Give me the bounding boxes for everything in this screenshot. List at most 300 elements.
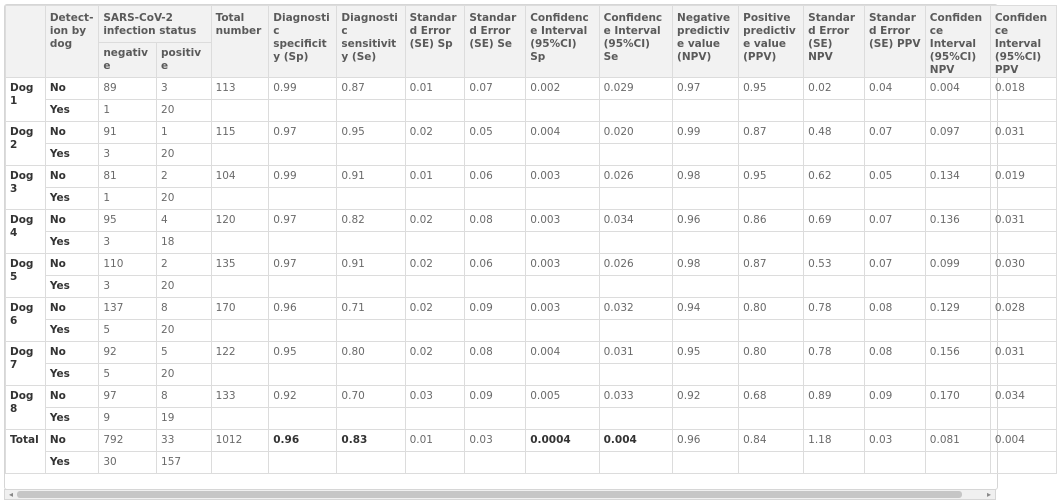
cell-ci-se: 0.033	[599, 386, 672, 408]
cell-sp: 0.96	[269, 430, 337, 452]
positive-count: 20	[157, 100, 212, 122]
detection-label: Yes	[45, 364, 98, 386]
scroll-right-icon[interactable]: ▸	[986, 490, 991, 499]
empty-cell	[269, 144, 337, 166]
empty-cell	[864, 188, 925, 210]
cell-se: 0.83	[337, 430, 405, 452]
cell-ci-sp: 0.003	[526, 254, 599, 276]
header-ci-sp: Confidence Interval (95%CI) Sp	[526, 6, 599, 78]
empty-cell	[990, 188, 1056, 210]
positive-count: 18	[157, 232, 212, 254]
cell-npv: 0.94	[673, 298, 739, 320]
cell-ci-sp: 0.002	[526, 78, 599, 100]
empty-cell	[864, 144, 925, 166]
positive-count: 8	[157, 386, 212, 408]
table-row	[6, 452, 1057, 474]
empty-cell	[465, 408, 526, 430]
cell-se-ppv: 0.04	[864, 78, 925, 100]
empty-cell	[804, 100, 865, 122]
cell-ppv: 0.87	[739, 254, 804, 276]
cell-ci-sp: 0.003	[526, 298, 599, 320]
cell-se-ppv: 0.09	[864, 386, 925, 408]
header-positive: positive	[157, 43, 212, 78]
empty-cell	[739, 276, 804, 298]
positive-count: 4	[157, 210, 212, 232]
empty-cell	[269, 452, 337, 474]
empty-cell	[526, 364, 599, 386]
table-row	[6, 78, 1057, 100]
empty-cell	[405, 276, 465, 298]
empty-cell	[673, 144, 739, 166]
cell-ci-sp: 0.0004	[526, 430, 599, 452]
cell-sp: 0.99	[269, 166, 337, 188]
row-group-label: Total	[6, 430, 46, 474]
empty-cell	[599, 320, 672, 342]
cell-ci-se: 0.034	[599, 210, 672, 232]
empty-cell	[269, 408, 337, 430]
positive-count: 8	[157, 298, 212, 320]
cell-se-se: 0.03	[465, 430, 526, 452]
table-row	[6, 254, 1057, 276]
positive-count: 20	[157, 276, 212, 298]
empty-cell	[925, 320, 990, 342]
cell-ci-ppv: 0.031	[990, 122, 1056, 144]
empty-cell	[739, 100, 804, 122]
empty-cell	[337, 188, 405, 210]
positive-count: 33	[157, 430, 212, 452]
cell-se-sp: 0.02	[405, 254, 465, 276]
empty-cell	[211, 408, 269, 430]
cell-se-npv: 0.78	[804, 342, 865, 364]
empty-cell	[864, 232, 925, 254]
empty-cell	[599, 232, 672, 254]
table-row	[6, 276, 1057, 298]
empty-cell	[211, 144, 269, 166]
empty-cell	[864, 320, 925, 342]
cell-se-npv: 0.53	[804, 254, 865, 276]
detection-label: No	[45, 78, 98, 100]
cell-ci-npv: 0.099	[925, 254, 990, 276]
header-se-se: Standard Error (SE) Se	[465, 6, 526, 78]
cell-ci-npv: 0.097	[925, 122, 990, 144]
cell-se-se: 0.06	[465, 166, 526, 188]
detection-label: Yes	[45, 188, 98, 210]
cell-npv: 0.95	[673, 342, 739, 364]
cell-se: 0.80	[337, 342, 405, 364]
cell-ci-ppv: 0.031	[990, 210, 1056, 232]
empty-cell	[465, 320, 526, 342]
table-row	[6, 430, 1057, 452]
detection-label: Yes	[45, 452, 98, 474]
cell-ci-npv: 0.136	[925, 210, 990, 232]
positive-count: 20	[157, 188, 212, 210]
header-se-sp: Standard Error (SE) Sp	[405, 6, 465, 78]
cell-se-npv: 0.62	[804, 166, 865, 188]
cell-ci-sp: 0.003	[526, 166, 599, 188]
table-body	[6, 78, 1057, 474]
cell-se-se: 0.08	[465, 342, 526, 364]
negative-count: 30	[99, 452, 157, 474]
table-row	[6, 364, 1057, 386]
empty-cell	[337, 100, 405, 122]
empty-cell	[990, 276, 1056, 298]
empty-cell	[337, 144, 405, 166]
row-group-label: Dog 3	[6, 166, 46, 210]
header-negative: negative	[99, 43, 157, 78]
cell-se-se: 0.09	[465, 298, 526, 320]
empty-cell	[804, 452, 865, 474]
cell-se-sp: 0.01	[405, 430, 465, 452]
empty-cell	[599, 364, 672, 386]
empty-cell	[405, 364, 465, 386]
empty-cell	[269, 364, 337, 386]
cell-se-se: 0.07	[465, 78, 526, 100]
empty-cell	[526, 320, 599, 342]
cell-npv: 0.96	[673, 430, 739, 452]
empty-cell	[864, 408, 925, 430]
cell-npv: 0.98	[673, 254, 739, 276]
empty-cell	[925, 144, 990, 166]
empty-cell	[673, 232, 739, 254]
cell-se-ppv: 0.08	[864, 298, 925, 320]
cell-se: 0.71	[337, 298, 405, 320]
header-ci-se: Confidence Interval (95%CI) Se	[599, 6, 672, 78]
cell-ci-se: 0.004	[599, 430, 672, 452]
empty-cell	[211, 452, 269, 474]
empty-cell	[465, 452, 526, 474]
detection-label: Yes	[45, 276, 98, 298]
empty-cell	[211, 232, 269, 254]
header-detection: Detect-ion by dog	[45, 6, 98, 78]
empty-cell	[925, 452, 990, 474]
empty-cell	[925, 232, 990, 254]
empty-cell	[804, 408, 865, 430]
cell-ppv: 0.68	[739, 386, 804, 408]
header-se: Diagnostic sensitivity (Se)	[337, 6, 405, 78]
table-row	[6, 342, 1057, 364]
cell-ci-se: 0.026	[599, 254, 672, 276]
row-group-label: Dog 5	[6, 254, 46, 298]
cell-ci-ppv: 0.028	[990, 298, 1056, 320]
cell-ci-sp: 0.003	[526, 210, 599, 232]
detection-label: Yes	[45, 408, 98, 430]
empty-cell	[465, 276, 526, 298]
negative-count: 97	[99, 386, 157, 408]
cell-se-se: 0.08	[465, 210, 526, 232]
row-group-label: Dog 4	[6, 210, 46, 254]
empty-cell	[864, 276, 925, 298]
cell-se: 0.70	[337, 386, 405, 408]
empty-cell	[804, 364, 865, 386]
cell-se-sp: 0.02	[405, 122, 465, 144]
cell-se-ppv: 0.07	[864, 122, 925, 144]
header-se-npv: Standard Error (SE) NPV	[804, 6, 865, 78]
positive-count: 20	[157, 144, 212, 166]
empty-cell	[673, 364, 739, 386]
header-blank	[6, 6, 46, 78]
row-group-label: Dog 6	[6, 298, 46, 342]
header-ci-ppv: Confidence Interval (95%CI) PPV	[990, 6, 1056, 78]
empty-cell	[526, 232, 599, 254]
detection-label: Yes	[45, 100, 98, 122]
empty-cell	[405, 100, 465, 122]
empty-cell	[599, 100, 672, 122]
positive-count: 5	[157, 342, 212, 364]
cell-ci-ppv: 0.034	[990, 386, 1056, 408]
empty-cell	[337, 320, 405, 342]
empty-cell	[673, 408, 739, 430]
cell-total: 135	[211, 254, 269, 276]
positive-count: 19	[157, 408, 212, 430]
empty-cell	[990, 408, 1056, 430]
cell-total: 170	[211, 298, 269, 320]
negative-count: 1	[99, 100, 157, 122]
empty-cell	[211, 100, 269, 122]
cell-ppv: 0.80	[739, 298, 804, 320]
table-row	[6, 122, 1057, 144]
positive-count: 20	[157, 320, 212, 342]
empty-cell	[990, 100, 1056, 122]
empty-cell	[269, 188, 337, 210]
empty-cell	[337, 452, 405, 474]
empty-cell	[526, 144, 599, 166]
empty-cell	[211, 276, 269, 298]
negative-count: 3	[99, 276, 157, 298]
cell-total: 120	[211, 210, 269, 232]
empty-cell	[405, 408, 465, 430]
empty-cell	[465, 364, 526, 386]
empty-cell	[804, 144, 865, 166]
row-group-label: Dog 8	[6, 386, 46, 430]
empty-cell	[864, 452, 925, 474]
detection-label: No	[45, 166, 98, 188]
empty-cell	[739, 232, 804, 254]
cell-total: 115	[211, 122, 269, 144]
cell-sp: 0.97	[269, 254, 337, 276]
empty-cell	[673, 276, 739, 298]
empty-cell	[804, 320, 865, 342]
empty-cell	[465, 144, 526, 166]
cell-sp: 0.96	[269, 298, 337, 320]
cell-ci-se: 0.029	[599, 78, 672, 100]
positive-count: 1	[157, 122, 212, 144]
cell-se-se: 0.06	[465, 254, 526, 276]
cell-se-ppv: 0.07	[864, 254, 925, 276]
empty-cell	[739, 452, 804, 474]
table-row	[6, 144, 1057, 166]
table-row	[6, 320, 1057, 342]
cell-ci-se: 0.020	[599, 122, 672, 144]
header-ci-npv: Confidence Interval (95%CI) NPV	[925, 6, 990, 78]
empty-cell	[804, 232, 865, 254]
detection-label: No	[45, 342, 98, 364]
positive-count: 2	[157, 166, 212, 188]
cell-se: 0.87	[337, 78, 405, 100]
detection-label: No	[45, 430, 98, 452]
detection-label: Yes	[45, 144, 98, 166]
cell-se-npv: 0.69	[804, 210, 865, 232]
horizontal-scrollbar[interactable]	[4, 489, 996, 500]
cell-ci-ppv: 0.031	[990, 342, 1056, 364]
header-ppv: Positive predictive value (PPV)	[739, 6, 804, 78]
empty-cell	[337, 276, 405, 298]
cell-ci-sp: 0.004	[526, 342, 599, 364]
cell-total: 104	[211, 166, 269, 188]
cell-ci-sp: 0.005	[526, 386, 599, 408]
empty-cell	[739, 364, 804, 386]
empty-cell	[269, 100, 337, 122]
empty-cell	[990, 144, 1056, 166]
cell-ppv: 0.95	[739, 166, 804, 188]
cell-ci-npv: 0.170	[925, 386, 990, 408]
cell-total: 122	[211, 342, 269, 364]
cell-total: 1012	[211, 430, 269, 452]
cell-se-npv: 0.02	[804, 78, 865, 100]
table-row	[6, 386, 1057, 408]
empty-cell	[599, 276, 672, 298]
empty-cell	[337, 232, 405, 254]
empty-cell	[864, 100, 925, 122]
detection-label: No	[45, 122, 98, 144]
cell-npv: 0.97	[673, 78, 739, 100]
table-row	[6, 100, 1057, 122]
empty-cell	[337, 364, 405, 386]
empty-cell	[990, 320, 1056, 342]
cell-ppv: 0.95	[739, 78, 804, 100]
empty-cell	[925, 408, 990, 430]
empty-cell	[673, 100, 739, 122]
empty-cell	[269, 232, 337, 254]
empty-cell	[405, 452, 465, 474]
negative-count: 5	[99, 364, 157, 386]
cell-npv: 0.99	[673, 122, 739, 144]
detection-label: No	[45, 298, 98, 320]
negative-count: 89	[99, 78, 157, 100]
cell-ci-npv: 0.134	[925, 166, 990, 188]
scrollbar-thumb[interactable]	[17, 491, 962, 498]
empty-cell	[925, 276, 990, 298]
cell-se-sp: 0.02	[405, 298, 465, 320]
empty-cell	[599, 188, 672, 210]
cell-npv: 0.92	[673, 386, 739, 408]
empty-cell	[864, 364, 925, 386]
scroll-left-icon[interactable]: ◂	[8, 490, 13, 499]
empty-cell	[405, 320, 465, 342]
row-group-label: Dog 2	[6, 122, 46, 166]
negative-count: 92	[99, 342, 157, 364]
empty-cell	[465, 188, 526, 210]
empty-cell	[804, 188, 865, 210]
negative-count: 5	[99, 320, 157, 342]
empty-cell	[673, 452, 739, 474]
empty-cell	[599, 408, 672, 430]
cell-ci-ppv: 0.019	[990, 166, 1056, 188]
empty-cell	[599, 452, 672, 474]
results-table	[5, 5, 1057, 474]
table-viewport[interactable]	[4, 4, 1048, 490]
negative-count: 9	[99, 408, 157, 430]
cell-ci-se: 0.031	[599, 342, 672, 364]
table-row	[6, 232, 1057, 254]
positive-count: 2	[157, 254, 212, 276]
empty-cell	[673, 320, 739, 342]
empty-cell	[405, 232, 465, 254]
empty-cell	[269, 276, 337, 298]
cell-ppv: 0.84	[739, 430, 804, 452]
cell-se: 0.82	[337, 210, 405, 232]
cell-se-npv: 1.18	[804, 430, 865, 452]
cell-ci-ppv: 0.004	[990, 430, 1056, 452]
empty-cell	[526, 408, 599, 430]
header-infection-status: SARS-CoV-2 infection status	[99, 6, 211, 43]
detection-label: Yes	[45, 232, 98, 254]
cell-ci-ppv: 0.030	[990, 254, 1056, 276]
empty-cell	[526, 188, 599, 210]
header-npv: Negative predictive value (NPV)	[673, 6, 739, 78]
cell-ci-npv: 0.156	[925, 342, 990, 364]
empty-cell	[526, 452, 599, 474]
empty-cell	[465, 100, 526, 122]
cell-se: 0.91	[337, 254, 405, 276]
cell-se-ppv: 0.05	[864, 166, 925, 188]
cell-se-sp: 0.02	[405, 210, 465, 232]
positive-count: 20	[157, 364, 212, 386]
negative-count: 95	[99, 210, 157, 232]
cell-se-ppv: 0.03	[864, 430, 925, 452]
detection-label: No	[45, 254, 98, 276]
cell-total: 133	[211, 386, 269, 408]
empty-cell	[211, 320, 269, 342]
cell-se-sp: 0.01	[405, 166, 465, 188]
cell-sp: 0.99	[269, 78, 337, 100]
negative-count: 792	[99, 430, 157, 452]
cell-ci-se: 0.026	[599, 166, 672, 188]
cell-total: 113	[211, 78, 269, 100]
cell-se-se: 0.05	[465, 122, 526, 144]
cell-ci-npv: 0.004	[925, 78, 990, 100]
cell-se-npv: 0.48	[804, 122, 865, 144]
cell-ci-ppv: 0.018	[990, 78, 1056, 100]
cell-sp: 0.92	[269, 386, 337, 408]
empty-cell	[739, 188, 804, 210]
detection-label: Yes	[45, 320, 98, 342]
cell-se-se: 0.09	[465, 386, 526, 408]
empty-cell	[673, 188, 739, 210]
empty-cell	[990, 364, 1056, 386]
empty-cell	[269, 320, 337, 342]
cell-sp: 0.97	[269, 122, 337, 144]
empty-cell	[804, 276, 865, 298]
negative-count: 3	[99, 144, 157, 166]
row-group-label: Dog 7	[6, 342, 46, 386]
cell-se-sp: 0.01	[405, 78, 465, 100]
cell-npv: 0.96	[673, 210, 739, 232]
cell-ppv: 0.86	[739, 210, 804, 232]
empty-cell	[990, 232, 1056, 254]
negative-count: 110	[99, 254, 157, 276]
cell-se-ppv: 0.07	[864, 210, 925, 232]
cell-sp: 0.97	[269, 210, 337, 232]
cell-npv: 0.98	[673, 166, 739, 188]
empty-cell	[739, 408, 804, 430]
table-row	[6, 298, 1057, 320]
table-row	[6, 210, 1057, 232]
empty-cell	[405, 188, 465, 210]
negative-count: 137	[99, 298, 157, 320]
positive-count: 157	[157, 452, 212, 474]
empty-cell	[211, 188, 269, 210]
empty-cell	[211, 364, 269, 386]
